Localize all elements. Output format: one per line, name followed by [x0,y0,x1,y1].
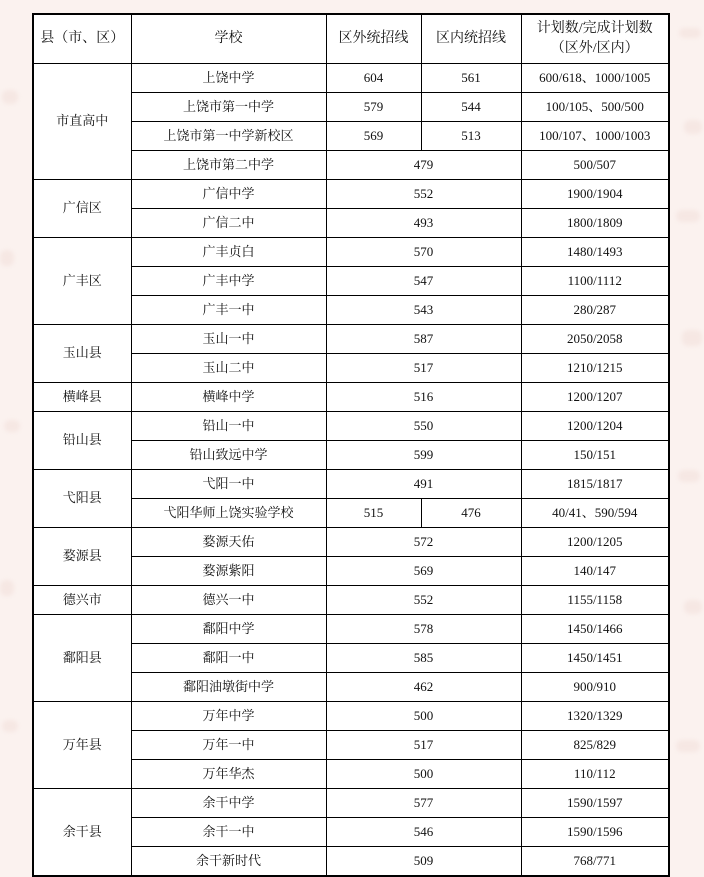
plan-completed-cell: 1900/1904 [521,180,669,209]
county-cell: 弋阳县 [33,470,131,528]
school-cell: 弋阳一中 [131,470,326,499]
header-county: 县（市、区） [33,14,131,64]
plan-completed-cell: 825/829 [521,731,669,760]
school-cell: 玉山一中 [131,325,326,354]
plan-completed-cell: 100/105、500/500 [521,93,669,122]
plan-completed-cell: 1590/1596 [521,818,669,847]
county-cell: 玉山县 [33,325,131,383]
county-cell: 铅山县 [33,412,131,470]
table-row [33,64,669,93]
plan-completed-cell: 900/910 [521,673,669,702]
admission-line-merged-cell: 585 [326,644,521,673]
plan-completed-cell: 140/147 [521,557,669,586]
in-district-line-cell: 476 [421,499,521,528]
admission-line-merged-cell: 570 [326,238,521,267]
admission-line-merged-cell: 516 [326,383,521,412]
watermark-smudge [676,210,700,222]
admission-line-merged-cell: 493 [326,209,521,238]
header-in-district-line: 区内统招线 [421,14,521,64]
school-cell: 上饶市第一中学 [131,93,326,122]
out-of-district-line-cell: 569 [326,122,421,151]
table-row [33,470,669,499]
school-cell: 广丰中学 [131,267,326,296]
in-district-line-cell: 544 [421,93,521,122]
watermark-smudge [679,28,701,38]
plan-completed-cell: 1450/1466 [521,615,669,644]
admission-line-merged-cell: 578 [326,615,521,644]
county-cell: 横峰县 [33,383,131,412]
admission-line-merged-cell: 543 [326,296,521,325]
county-cell: 市直高中 [33,64,131,180]
plan-completed-cell: 1320/1329 [521,702,669,731]
school-cell: 鄱阳一中 [131,644,326,673]
plan-completed-cell: 1200/1204 [521,412,669,441]
watermark-smudge [678,470,700,482]
out-of-district-line-cell: 604 [326,64,421,93]
watermark-smudge [4,420,20,432]
county-cell: 鄱阳县 [33,615,131,702]
county-cell: 万年县 [33,702,131,789]
county-cell: 婺源县 [33,528,131,586]
table-row [33,412,669,441]
table-row [33,702,669,731]
school-cell: 余干中学 [131,789,326,818]
school-cell: 广信二中 [131,209,326,238]
school-cell: 鄱阳中学 [131,615,326,644]
county-cell: 德兴市 [33,586,131,615]
admission-line-merged-cell: 546 [326,818,521,847]
school-cell: 广丰一中 [131,296,326,325]
header-plan-completed: 计划数/完成计划数（区外/区内） [521,14,669,64]
plan-completed-cell: 1480/1493 [521,238,669,267]
plan-completed-cell: 1210/1215 [521,354,669,383]
watermark-smudge [684,600,702,614]
admission-line-merged-cell: 552 [326,586,521,615]
school-cell: 万年中学 [131,702,326,731]
school-cell: 横峰中学 [131,383,326,412]
school-cell: 上饶市第二中学 [131,151,326,180]
admission-line-merged-cell: 517 [326,731,521,760]
admission-line-merged-cell: 572 [326,528,521,557]
table-row [33,586,669,615]
school-cell: 婺源天佑 [131,528,326,557]
in-district-line-cell: 561 [421,64,521,93]
plan-completed-cell: 110/112 [521,760,669,789]
admission-line-merged-cell: 509 [326,847,521,877]
admission-line-merged-cell: 500 [326,702,521,731]
plan-completed-cell: 1155/1158 [521,586,669,615]
out-of-district-line-cell: 579 [326,93,421,122]
admission-line-merged-cell: 587 [326,325,521,354]
school-cell: 婺源紫阳 [131,557,326,586]
plan-completed-cell: 500/507 [521,151,669,180]
watermark-smudge [684,120,702,134]
admission-scores-table [32,13,670,877]
plan-completed-cell: 1100/1112 [521,267,669,296]
plan-completed-cell: 1450/1451 [521,644,669,673]
admission-line-merged-cell: 462 [326,673,521,702]
table-header-row [33,14,669,64]
plan-completed-cell: 1800/1809 [521,209,669,238]
header-school: 学校 [131,14,326,64]
table-row [33,325,669,354]
table-row [33,528,669,557]
watermark-smudge [0,580,14,596]
school-cell: 铅山一中 [131,412,326,441]
plan-completed-cell: 1200/1207 [521,383,669,412]
table-row [33,238,669,267]
table-body [33,64,669,877]
admission-line-merged-cell: 550 [326,412,521,441]
admission-line-merged-cell: 569 [326,557,521,586]
school-cell: 弋阳华师上饶实验学校 [131,499,326,528]
school-cell: 广信中学 [131,180,326,209]
header-out-of-district-line: 区外统招线 [326,14,421,64]
plan-completed-cell: 280/287 [521,296,669,325]
plan-completed-cell: 1200/1205 [521,528,669,557]
plan-completed-cell: 1590/1597 [521,789,669,818]
plan-completed-cell: 40/41、590/594 [521,499,669,528]
plan-completed-cell: 2050/2058 [521,325,669,354]
county-cell: 广信区 [33,180,131,238]
table-row [33,615,669,644]
plan-completed-cell: 1815/1817 [521,470,669,499]
plan-completed-cell: 150/151 [521,441,669,470]
out-of-district-line-cell: 515 [326,499,421,528]
school-cell: 铅山致远中学 [131,441,326,470]
admission-line-merged-cell: 500 [326,760,521,789]
admission-line-merged-cell: 491 [326,470,521,499]
plan-completed-cell: 100/107、1000/1003 [521,122,669,151]
school-cell: 德兴一中 [131,586,326,615]
admission-line-merged-cell: 479 [326,151,521,180]
school-cell: 上饶市第一中学新校区 [131,122,326,151]
plan-completed-cell: 600/618、1000/1005 [521,64,669,93]
school-cell: 上饶中学 [131,64,326,93]
table-row [33,180,669,209]
school-cell: 广丰贞白 [131,238,326,267]
plan-completed-cell: 768/771 [521,847,669,877]
watermark-smudge [682,330,702,346]
in-district-line-cell: 513 [421,122,521,151]
watermark-smudge [676,740,700,752]
watermark-smudge [0,250,14,266]
school-cell: 鄱阳油墩街中学 [131,673,326,702]
school-cell: 余干一中 [131,818,326,847]
school-cell: 万年一中 [131,731,326,760]
watermark-smudge [2,720,18,732]
county-cell: 余干县 [33,789,131,877]
school-cell: 余干新时代 [131,847,326,877]
county-cell: 广丰区 [33,238,131,325]
admission-line-merged-cell: 547 [326,267,521,296]
admission-line-merged-cell: 577 [326,789,521,818]
admission-line-merged-cell: 552 [326,180,521,209]
table-row [33,789,669,818]
admission-line-merged-cell: 517 [326,354,521,383]
school-cell: 玉山二中 [131,354,326,383]
school-cell: 万年华杰 [131,760,326,789]
watermark-smudge [2,90,18,104]
admission-line-merged-cell: 599 [326,441,521,470]
table-row [33,383,669,412]
